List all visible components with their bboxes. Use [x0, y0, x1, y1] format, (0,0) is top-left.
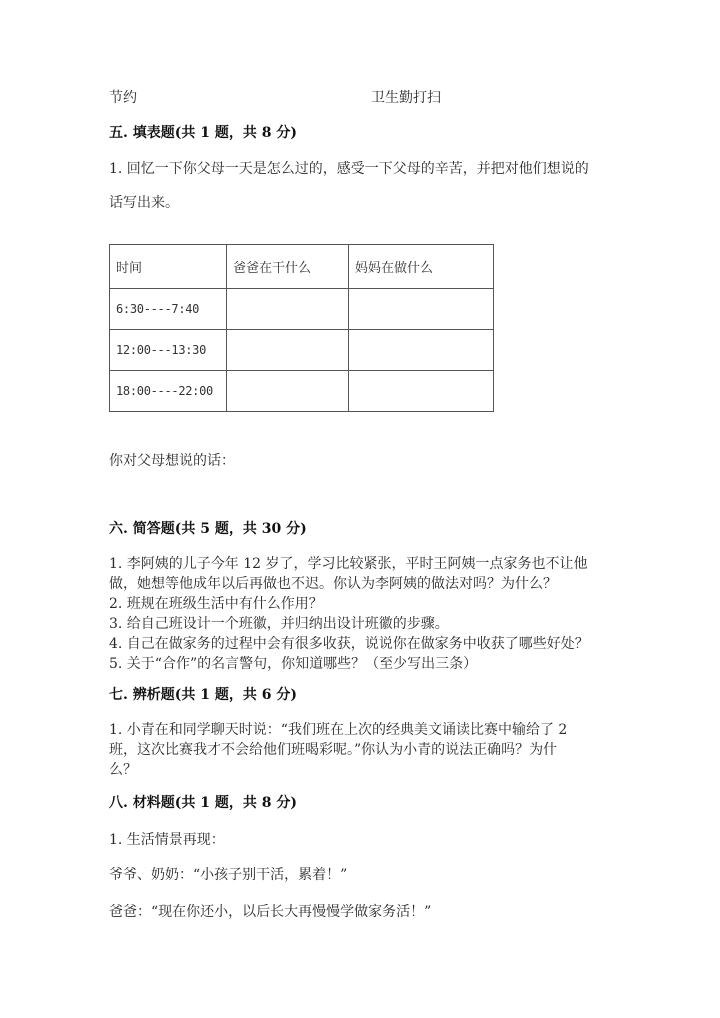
table-row: [110, 289, 494, 330]
question-line: 么？: [109, 762, 137, 778]
section-6-questions: [109, 554, 609, 674]
section-7-question: [109, 720, 609, 780]
section-5-heading: 五. 填表题(共 1 题，共 8 分): [109, 125, 297, 141]
question-line: 3. 给自己班设计一个班徽，并归纳出设计班徽的步骤。: [109, 616, 449, 632]
question-line: 5. 关于“合作”的名言警句，你知道哪些？（至少写出三条）: [109, 656, 478, 672]
question-line: 1. 小青在和同学聊天时说：“我们班在上次的经典美文诵读比赛中输给了 2: [109, 722, 568, 738]
cell-dad[interactable]: [227, 289, 349, 330]
section-6-heading: 六. 简答题(共 5 题，共 30 分): [109, 521, 307, 537]
cell-mom[interactable]: [349, 289, 494, 330]
cell-dad[interactable]: [227, 371, 349, 412]
fill-in-table: [109, 244, 494, 412]
table-header-row: [110, 245, 494, 289]
table-row: [110, 330, 494, 371]
cell-dad[interactable]: [227, 330, 349, 371]
section-5-question-line-1: 1. 回忆一下你父母一天是怎么过的，感受一下父母的辛苦，并把对他们想说的: [109, 161, 589, 177]
question-line: 1. 李阿姨的儿子今年 12 岁了，学习比较紧张，平时王阿姨一点家务也不让他: [109, 556, 588, 572]
header-dad: 爸爸在干什么: [227, 245, 349, 289]
section-5-question-line-2: 话写出来。: [109, 195, 179, 211]
table-row: [110, 371, 494, 412]
section-8-intro: 1. 生活情景再现：: [109, 832, 225, 848]
cell-mom[interactable]: [349, 330, 494, 371]
grandparents-quote: 爷爷、奶奶：“小孩子别干活，累着！”: [109, 867, 348, 883]
section-8-heading: 八. 材料题(共 1 题，共 8 分): [109, 795, 297, 811]
question-line: 4. 自己在做家务的过程中会有很多收获，说说你在做家务中收获了哪些好处？: [109, 636, 589, 652]
words-to-parents-prompt: 你对父母想说的话：: [109, 453, 235, 469]
section-7-heading: 七. 辨析题(共 1 题，共 6 分): [109, 687, 297, 703]
option-left: 节约: [109, 90, 137, 106]
cell-mom[interactable]: [349, 371, 494, 412]
header-time: 时间: [110, 245, 227, 289]
dad-quote: 爸爸：“现在你还小，以后长大再慢慢学做家务活！”: [109, 904, 432, 920]
cell-time: 18:00----22:00: [110, 371, 227, 412]
question-line: 2. 班规在班级生活中有什么作用？: [109, 596, 323, 612]
cell-time: 12:00---13:30: [110, 330, 227, 371]
cell-time: 6:30----7:40: [110, 289, 227, 330]
question-line: 班，这次比赛我才不会给他们班喝彩呢。”你认为小青的说法正确吗？为什: [109, 742, 558, 758]
option-right: 卫生勤打扫: [371, 90, 441, 106]
question-line: 做，她想等他成年以后再做也不迟。你认为李阿姨的做法对吗？为什么？: [109, 576, 557, 592]
header-mom: 妈妈在做什么: [349, 245, 494, 289]
